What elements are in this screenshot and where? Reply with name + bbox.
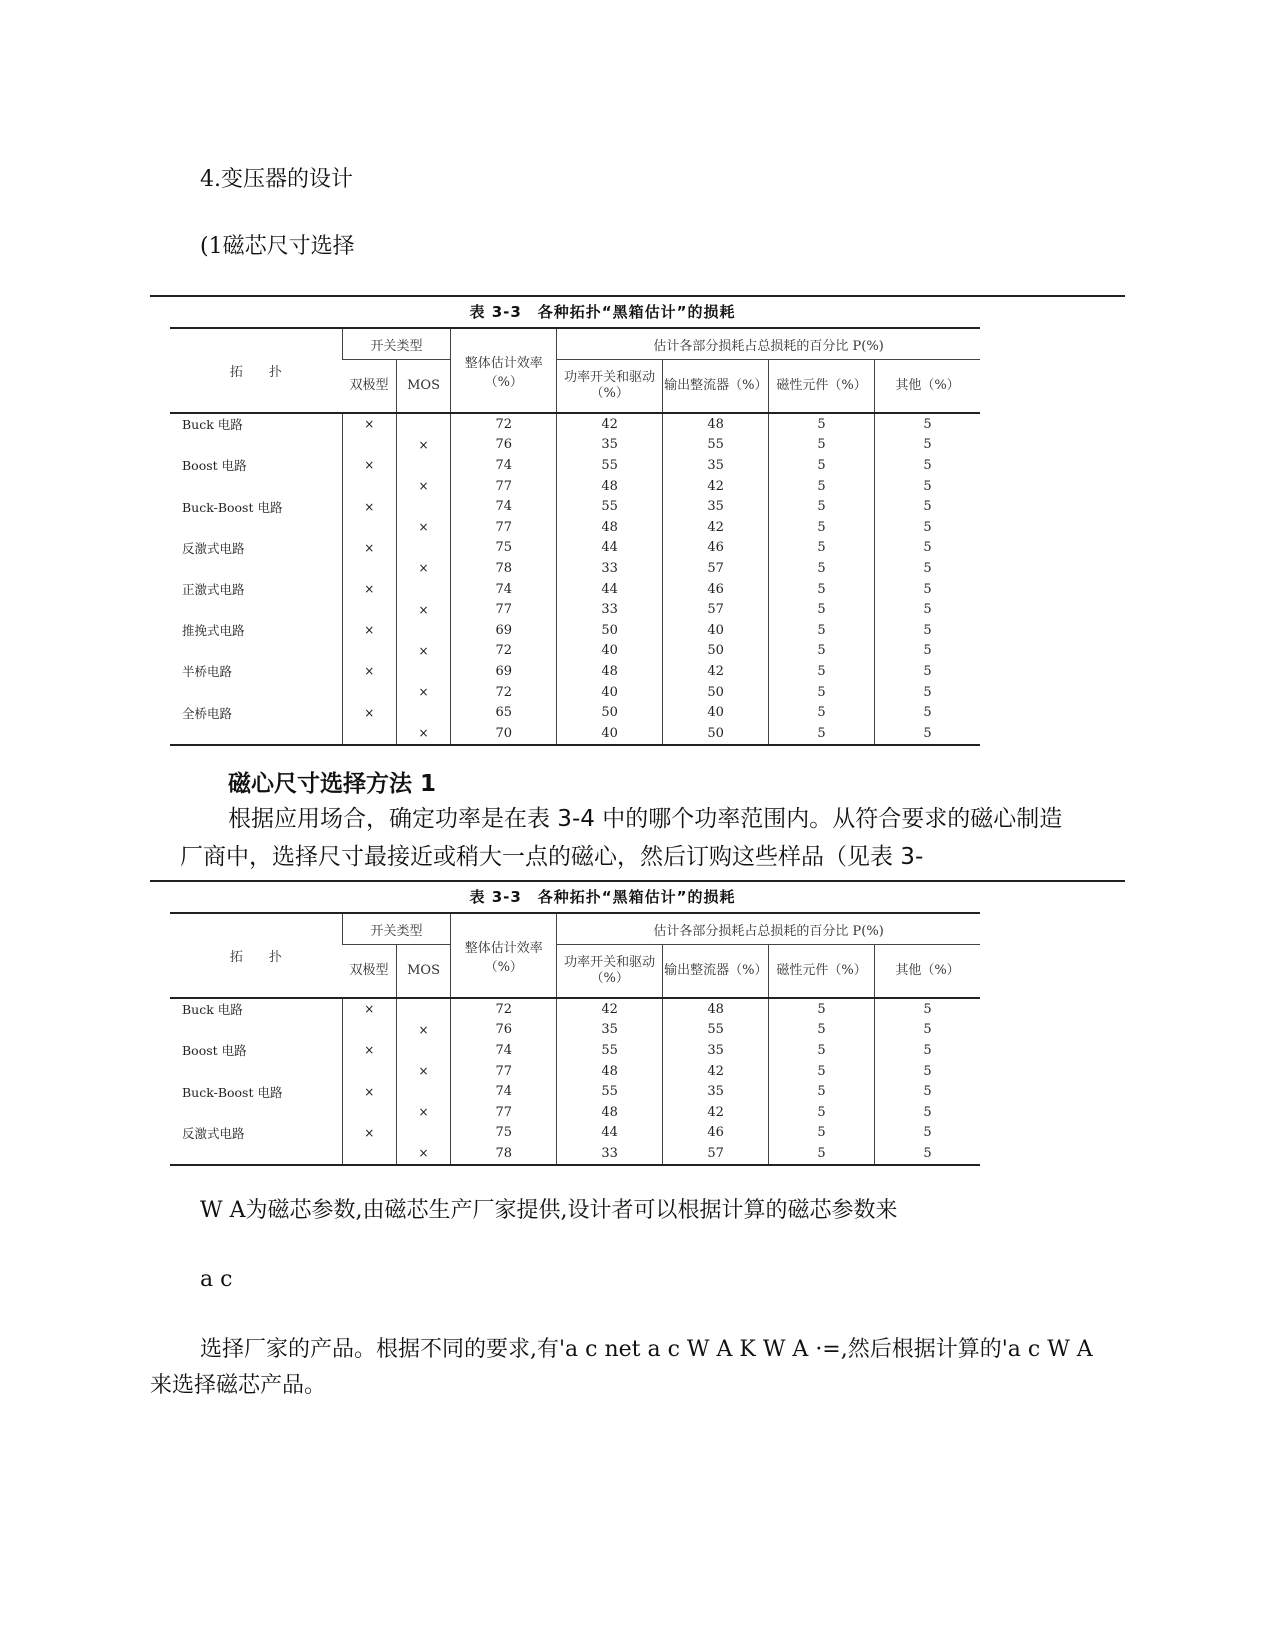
cell-topology (170, 1020, 342, 1041)
paragraph-ac-label: a c (200, 1267, 233, 1292)
cell-power-switch: 42 (557, 998, 663, 1020)
table-row (170, 702, 980, 723)
cell-efficiency: 75 (451, 1123, 557, 1144)
cell-rectifier: 57 (663, 558, 769, 579)
cell-rectifier: 48 (663, 413, 769, 435)
cell-efficiency: 72 (451, 682, 557, 703)
cell-topology (170, 435, 342, 456)
header-other: 其他（%） (875, 945, 980, 999)
cell-bipolar (342, 1020, 396, 1041)
cell-power-switch: 50 (557, 702, 663, 723)
cell-other: 5 (875, 682, 980, 703)
cell-mos: × (396, 723, 451, 745)
cell-magnetic: 5 (769, 641, 875, 662)
header-switch-type: 开关类型 (342, 913, 451, 945)
header-bipolar: 双极型 (342, 945, 396, 999)
cell-bipolar (342, 1102, 396, 1123)
cell-power-switch: 33 (557, 558, 663, 579)
table-row (170, 476, 980, 497)
cell-magnetic: 5 (769, 1061, 875, 1082)
cell-topology: Buck-Boost 电路 (182, 1084, 283, 1100)
header-bipolar: 双极型 (342, 360, 396, 414)
cell-power-switch: 48 (557, 1061, 663, 1082)
cell-bipolar (342, 682, 396, 703)
cell-other: 5 (875, 476, 980, 497)
header-switch-type: 开关类型 (342, 328, 451, 360)
method-title: 磁心尺寸选择方法 1 (228, 771, 437, 797)
cell-power-switch: 48 (557, 661, 663, 682)
cell-topology (170, 682, 342, 703)
cell-power-switch: 44 (557, 579, 663, 600)
cell-topology (170, 476, 342, 497)
cell-power-switch: 48 (557, 517, 663, 538)
cell-rectifier: 46 (663, 1123, 769, 1144)
cell-rectifier: 55 (663, 1020, 769, 1041)
cell-rectifier: 35 (663, 1081, 769, 1102)
cell-efficiency: 77 (451, 476, 557, 497)
cell-topology: 反激式电路 (182, 540, 245, 556)
cell-other: 5 (875, 998, 980, 1020)
cell-topology (170, 558, 342, 579)
cell-rectifier: 55 (663, 435, 769, 456)
paragraph-select-product: 选择厂家的产品。根据不同的要求,有'a c net a c W A K W A ·=,然后根据计算的'a c W A 来选择磁芯产品。 (150, 1337, 1093, 1398)
cell-bipolar: × (342, 702, 396, 723)
cell-mos: × (396, 476, 451, 497)
table-row (170, 1102, 980, 1123)
cell-magnetic: 5 (769, 1081, 875, 1102)
cell-topology (170, 1143, 342, 1165)
cell-efficiency: 70 (451, 723, 557, 745)
cell-other: 5 (875, 599, 980, 620)
cell-topology (170, 723, 342, 745)
cell-efficiency: 69 (451, 661, 557, 682)
cell-mos: × (396, 682, 451, 703)
cell-bipolar (342, 641, 396, 662)
cell-mos (396, 661, 451, 682)
cell-power-switch: 55 (557, 1081, 663, 1102)
cell-rectifier: 42 (663, 517, 769, 538)
header-magnetic: 磁性元件（%） (769, 360, 875, 414)
cell-magnetic: 5 (769, 661, 875, 682)
cell-rectifier: 46 (663, 538, 769, 559)
cell-power-switch: 50 (557, 620, 663, 641)
table-row (170, 435, 980, 456)
cell-bipolar (342, 1061, 396, 1082)
cell-power-switch: 35 (557, 435, 663, 456)
table-row (170, 413, 980, 435)
cell-bipolar: × (342, 413, 396, 435)
header-power-switch: 功率开关和驱动（%） (557, 360, 663, 414)
cell-efficiency: 65 (451, 702, 557, 723)
cell-other: 5 (875, 579, 980, 600)
table-row (170, 1020, 980, 1041)
cell-efficiency: 72 (451, 641, 557, 662)
cell-other: 5 (875, 1040, 980, 1061)
cell-bipolar (342, 599, 396, 620)
table-row (170, 1143, 980, 1165)
cell-magnetic: 5 (769, 1020, 875, 1041)
cell-other: 5 (875, 641, 980, 662)
header-mos: MOS (396, 360, 451, 414)
cell-power-switch: 44 (557, 538, 663, 559)
loss-table (170, 327, 980, 746)
table-row (170, 558, 980, 579)
cell-efficiency: 74 (451, 579, 557, 600)
cell-power-switch: 42 (557, 413, 663, 435)
header-loss-percentage: 估计各部分损耗占总损耗的百分比 P(%) (557, 328, 980, 360)
cell-topology: 全桥电路 (182, 705, 233, 721)
cell-bipolar: × (342, 620, 396, 641)
cell-other: 5 (875, 435, 980, 456)
header-efficiency: 整体估计效率（%） (451, 913, 557, 998)
table-row (170, 1123, 980, 1144)
cell-bipolar: × (342, 1123, 396, 1144)
cell-mos: × (396, 641, 451, 662)
cell-efficiency: 76 (451, 1020, 557, 1041)
table-caption: 表 3-3 各种拓扑“黑箱估计”的损耗 (469, 888, 736, 906)
cell-mos: × (396, 1061, 451, 1082)
cell-magnetic: 5 (769, 1123, 875, 1144)
cell-magnetic: 5 (769, 476, 875, 497)
cell-other: 5 (875, 661, 980, 682)
header-rectifier: 输出整流器（%） (663, 360, 769, 414)
cell-rectifier: 42 (663, 661, 769, 682)
cell-efficiency: 77 (451, 517, 557, 538)
header-other: 其他（%） (875, 360, 980, 414)
cell-mos (396, 579, 451, 600)
subsection-heading-core-size: (1磁芯尺寸选择 (200, 234, 355, 259)
cell-mos: × (396, 1020, 451, 1041)
cell-magnetic: 5 (769, 579, 875, 600)
cell-bipolar: × (342, 661, 396, 682)
cell-mos: × (396, 1102, 451, 1123)
cell-rectifier: 48 (663, 998, 769, 1020)
cell-mos (396, 620, 451, 641)
paragraph-wa-parameter: W A为磁芯参数,由磁芯生产厂家提供,设计者可以根据计算的磁芯参数来 (200, 1198, 898, 1223)
cell-efficiency: 77 (451, 1102, 557, 1123)
loss-table-image-1 (150, 295, 1125, 752)
cell-magnetic: 5 (769, 517, 875, 538)
cell-bipolar: × (342, 998, 396, 1020)
cell-magnetic: 5 (769, 682, 875, 703)
cell-rectifier: 42 (663, 1061, 769, 1082)
cell-rectifier: 46 (663, 579, 769, 600)
cell-efficiency: 77 (451, 1061, 557, 1082)
cell-efficiency: 72 (451, 998, 557, 1020)
cell-bipolar: × (342, 1040, 396, 1061)
cell-efficiency: 69 (451, 620, 557, 641)
cell-rectifier: 35 (663, 455, 769, 476)
cell-topology (170, 1102, 342, 1123)
cell-efficiency: 75 (451, 538, 557, 559)
cell-rectifier: 42 (663, 476, 769, 497)
cell-bipolar (342, 558, 396, 579)
table-row (170, 723, 980, 745)
cell-magnetic: 5 (769, 455, 875, 476)
cell-magnetic: 5 (769, 435, 875, 456)
cell-other: 5 (875, 1081, 980, 1102)
cell-power-switch: 40 (557, 723, 663, 745)
cell-power-switch: 48 (557, 1102, 663, 1123)
cell-rectifier: 42 (663, 1102, 769, 1123)
cell-magnetic: 5 (769, 1102, 875, 1123)
cell-efficiency: 78 (451, 558, 557, 579)
cell-rectifier: 57 (663, 599, 769, 620)
cell-other: 5 (875, 1123, 980, 1144)
cell-efficiency: 72 (451, 413, 557, 435)
cell-magnetic: 5 (769, 413, 875, 435)
cell-mos: × (396, 517, 451, 538)
cell-other: 5 (875, 1143, 980, 1165)
cell-magnetic: 5 (769, 538, 875, 559)
method-text: 根据应用场合，确定功率是在表 3-4 中的哪个功率范围内。从符合要求的磁心制造厂商中，选择尺寸最接近或稍大一点的磁心，然后订购这些样品（见表 3- (180, 806, 1063, 870)
cell-other: 5 (875, 1061, 980, 1082)
cell-other: 5 (875, 1020, 980, 1041)
cell-other: 5 (875, 702, 980, 723)
cell-topology: 反激式电路 (182, 1125, 245, 1141)
cell-bipolar: × (342, 1081, 396, 1102)
cell-mos (396, 1081, 451, 1102)
cell-other: 5 (875, 1102, 980, 1123)
cell-mos: × (396, 558, 451, 579)
header-topology: 拓 扑 (170, 328, 342, 413)
cell-rectifier: 50 (663, 723, 769, 745)
cell-power-switch: 55 (557, 455, 663, 476)
cell-other: 5 (875, 413, 980, 435)
cell-other: 5 (875, 620, 980, 641)
cell-magnetic: 5 (769, 599, 875, 620)
cell-power-switch: 44 (557, 1123, 663, 1144)
table-row (170, 1061, 980, 1082)
cell-power-switch: 48 (557, 476, 663, 497)
cell-topology (170, 641, 342, 662)
cell-bipolar (342, 1143, 396, 1165)
cell-efficiency: 77 (451, 599, 557, 620)
header-mos: MOS (396, 945, 451, 999)
cell-mos (396, 1123, 451, 1144)
cell-other: 5 (875, 517, 980, 538)
cell-power-switch: 40 (557, 641, 663, 662)
header-efficiency: 整体估计效率（%） (451, 328, 557, 413)
cell-magnetic: 5 (769, 998, 875, 1020)
cell-power-switch: 33 (557, 1143, 663, 1165)
cell-bipolar: × (342, 538, 396, 559)
cell-bipolar (342, 476, 396, 497)
cell-magnetic: 5 (769, 496, 875, 517)
cell-magnetic: 5 (769, 558, 875, 579)
cell-efficiency: 74 (451, 1081, 557, 1102)
cell-bipolar (342, 723, 396, 745)
section-heading-transformer-design: 4.变压器的设计 (200, 167, 353, 192)
table-row (170, 455, 980, 476)
table-row (170, 1040, 980, 1061)
cell-topology: 推挽式电路 (182, 623, 245, 639)
cell-rectifier: 35 (663, 1040, 769, 1061)
loss-table-image-2 (150, 880, 1125, 1172)
cell-power-switch: 35 (557, 1020, 663, 1041)
cell-mos: × (396, 435, 451, 456)
cell-mos (396, 702, 451, 723)
cell-magnetic: 5 (769, 723, 875, 745)
cell-topology: Buck 电路 (182, 1002, 243, 1018)
cell-rectifier: 57 (663, 1143, 769, 1165)
cell-rectifier: 40 (663, 702, 769, 723)
cell-bipolar (342, 435, 396, 456)
header-magnetic: 磁性元件（%） (769, 945, 875, 999)
cell-topology: Boost 电路 (182, 458, 247, 474)
cell-efficiency: 78 (451, 1143, 557, 1165)
cell-mos (396, 413, 451, 435)
table-row (170, 579, 980, 600)
table-row (170, 496, 980, 517)
table-row (170, 998, 980, 1020)
cell-magnetic: 5 (769, 1143, 875, 1165)
cell-rectifier: 40 (663, 620, 769, 641)
cell-bipolar: × (342, 455, 396, 476)
cell-topology: Buck 电路 (182, 417, 243, 433)
cell-topology: 正激式电路 (182, 582, 245, 598)
cell-other: 5 (875, 455, 980, 476)
cell-topology: 半桥电路 (182, 664, 233, 680)
table-row (170, 682, 980, 703)
cell-bipolar: × (342, 579, 396, 600)
table-row (170, 641, 980, 662)
cell-topology: Buck-Boost 电路 (182, 499, 283, 515)
cell-efficiency: 74 (451, 1040, 557, 1061)
cell-power-switch: 33 (557, 599, 663, 620)
table-caption: 表 3-3 各种拓扑“黑箱估计”的损耗 (469, 303, 736, 321)
cell-mos (396, 998, 451, 1020)
cell-rectifier: 50 (663, 641, 769, 662)
header-topology: 拓 扑 (170, 913, 342, 998)
cell-bipolar (342, 517, 396, 538)
cell-efficiency: 74 (451, 455, 557, 476)
table-row (170, 1081, 980, 1102)
cell-power-switch: 55 (557, 1040, 663, 1061)
cell-magnetic: 5 (769, 702, 875, 723)
header-loss-percentage: 估计各部分损耗占总损耗的百分比 P(%) (557, 913, 980, 945)
cell-topology (170, 517, 342, 538)
cell-other: 5 (875, 723, 980, 745)
cell-mos: × (396, 599, 451, 620)
cell-power-switch: 55 (557, 496, 663, 517)
cell-topology (170, 599, 342, 620)
cell-magnetic: 5 (769, 620, 875, 641)
cell-mos (396, 455, 451, 476)
cell-topology: Boost 电路 (182, 1043, 247, 1059)
loss-table-partial (170, 912, 980, 1166)
table-row (170, 661, 980, 682)
header-rectifier: 输出整流器（%） (663, 945, 769, 999)
header-power-switch: 功率开关和驱动（%） (557, 945, 663, 999)
table-row (170, 620, 980, 641)
cell-mos (396, 538, 451, 559)
table-row (170, 517, 980, 538)
cell-other: 5 (875, 496, 980, 517)
cell-magnetic: 5 (769, 1040, 875, 1061)
cell-efficiency: 74 (451, 496, 557, 517)
cell-power-switch: 40 (557, 682, 663, 703)
cell-other: 5 (875, 538, 980, 559)
table-row (170, 538, 980, 559)
cell-mos: × (396, 1143, 451, 1165)
table-row (170, 599, 980, 620)
cell-rectifier: 35 (663, 496, 769, 517)
cell-mos (396, 1040, 451, 1061)
cell-mos (396, 496, 451, 517)
cell-topology (170, 1061, 342, 1082)
cell-rectifier: 50 (663, 682, 769, 703)
cell-other: 5 (875, 558, 980, 579)
cell-efficiency: 76 (451, 435, 557, 456)
cell-bipolar: × (342, 496, 396, 517)
